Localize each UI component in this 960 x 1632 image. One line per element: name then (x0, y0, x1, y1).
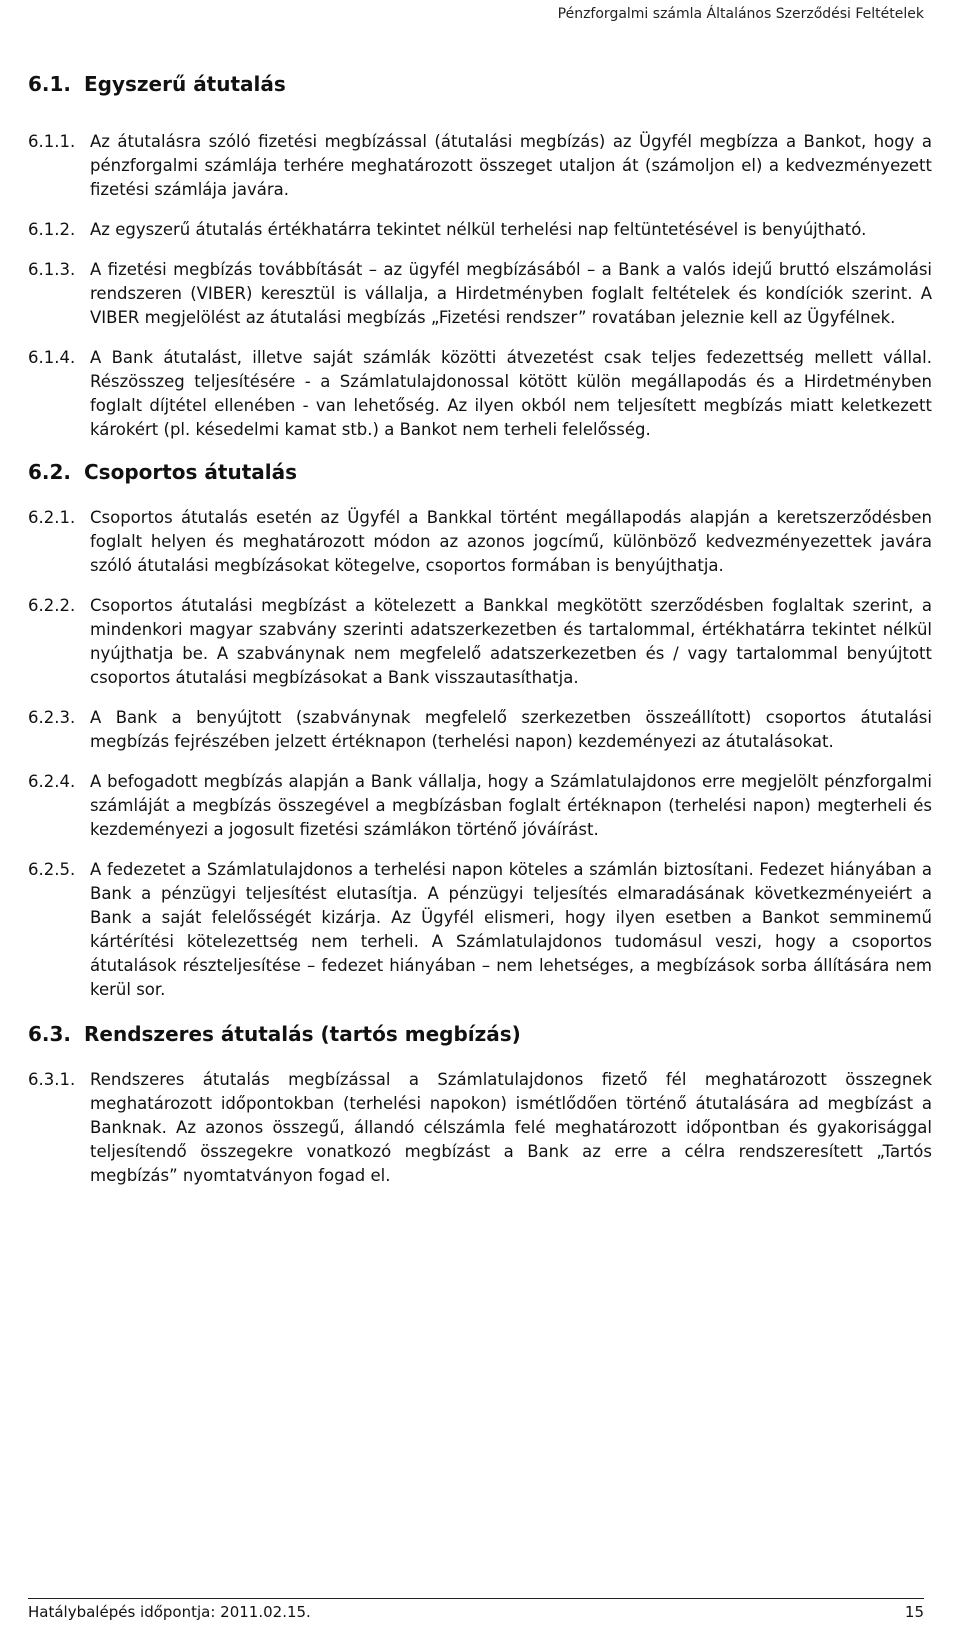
section-heading (28, 1022, 932, 1046)
paragraph (28, 594, 932, 690)
paragraph-text: A Bank átutalást, illetve saját számlák közötti átvezetést csak teljes fedezettség mellett vállal. Részösszeg teljesítésére - a Számlatulajdonossal kötött külön megállapodás és a Hirdetményben foglalt díjtétel ellenében - van lehetőség. Az ilyen okból nem teljesített megbízás miatt keletkezett károkért (pl. késedelmi kamat stb.) a Bankot nem terheli felelősség. (90, 348, 932, 439)
paragraph (28, 506, 932, 578)
paragraph-text: A fizetési megbízás továbbítását – az ügyfél megbízásából – a Bank a valós idejű bruttó elszámolási rendszeren (VIBER) keresztül is vállalja, a Hirdetményben foglalt feltételek és kondíciók szerint. A VIBER megjelölést az átutalási megbízás „Fizetési rendszer” rovatában jeleznie kell az Ügyfélnek. (90, 260, 932, 327)
paragraph-text: Csoportos átutalási megbízást a kötelezett a Bankkal megkötött szerződésben foglaltak szerint, a mindenkori magyar szabvány szerinti adatszerkezetben és tartalommal, értékhatárra tekintet nélkül nyújthatja be. A szabványnak nem megfelelő adatszerkezetben és / vagy tartalommal benyújtott csoportos átutalási megbízásokat a Bank visszautasíthatja. (90, 596, 932, 687)
paragraph-text: Az átutalásra szóló fizetési megbízással (átutalási megbízás) az Ügyfél megbízza a Bankot, hogy a pénzforgalmi számlája terhére meghatározott összeget utaljon át (számoljon el) a kedvezményezett fizetési számlája javára. (90, 132, 932, 199)
paragraph (28, 706, 932, 754)
paragraph-number: 6.2.1. (28, 508, 76, 527)
paragraph (28, 258, 932, 330)
paragraph-number: 6.1.3. (28, 260, 76, 279)
section-heading (28, 460, 932, 484)
effective-date: Hatálybalépés időpontja: 2011.02.15. (28, 1603, 311, 1621)
paragraph (28, 130, 932, 202)
paragraph-number: 6.2.2. (28, 596, 76, 615)
paragraph-number: 6.3.1. (28, 1070, 76, 1089)
section-title: Egyszerű átutalás (84, 72, 286, 96)
paragraph (28, 218, 932, 242)
page-footer (28, 1598, 924, 1621)
paragraph-text: Csoportos átutalás esetén az Ügyfél a Bankkal történt megállapodás alapján a keretszerződésben foglalt helyen és meghatározott módon az azonos jogcímű, különböző kedvezményezettek javára szóló átutalási megbízásokat kötegelve, csoportos formában is benyújthatja. (90, 508, 932, 575)
section-number: 6.1. (28, 72, 72, 96)
paragraph-number: 6.1.4. (28, 348, 76, 367)
paragraph-text: A Bank a benyújtott (szabványnak megfelelő szerkezetben összeállított) csoportos átutalási megbízás fejrészében jelzett értéknapon (terhelési napon) kezdeményezi az átutalásokat. (90, 708, 932, 751)
paragraph-number: 6.1.2. (28, 220, 76, 239)
section-title: Rendszeres átutalás (tartós megbízás) (84, 1022, 521, 1046)
running-header: Pénzforgalmi számla Általános Szerződési Feltételek (557, 6, 924, 22)
paragraph-number: 6.2.3. (28, 708, 76, 727)
paragraph-text: Rendszeres átutalás megbízással a Számlatulajdonos fizető fél meghatározott összegnek meghatározott időpontokban (terhelési napokon) ismétlődően történő átutalására ad megbízást a Banknak. Az azonos összegű, állandó célszámla felé meghatározott időpontban és gyakorisággal teljesítendő összegekre vonatkozó megbízást a Bank az erre a célra rendszeresített „Tartós megbízás” nyomtatványon fogad el. (90, 1070, 932, 1185)
paragraph-number: 6.2.5. (28, 860, 76, 879)
paragraph-text: A fedezetet a Számlatulajdonos a terhelési napon köteles a számlán biztosítani. Fedezet hiányában a Bank a pénzügyi teljesítést elutasítja. A pénzügyi teljesítés elmaradásának következményeiért a Bank a saját felelősségét kizárja. Az Ügyfél elismeri, hogy ilyen esetben a Bankot semminemű kártérítési kötelezettség nem terheli. A Számlatulajdonos tudomásul veszi, hogy a csoportos átutalások részteljesítése – fedezet hiányában – nem lehetséges, a megbízások sorba állítására nem kerül sor. (90, 860, 932, 999)
paragraph (28, 858, 932, 1002)
paragraph (28, 346, 932, 442)
paragraph-text: Az egyszerű átutalás értékhatárra tekintet nélkül terhelési nap feltüntetésével is benyújtható. (90, 220, 867, 239)
document-body (28, 72, 932, 1188)
paragraph-number: 6.2.4. (28, 772, 76, 791)
section-heading (28, 72, 932, 96)
section-number: 6.2. (28, 460, 72, 484)
paragraph-text: A befogadott megbízás alapján a Bank vállalja, hogy a Számlatulajdonos erre megjelölt pénzforgalmi számláját a megbízás összegével a megbízásban foglalt értéknapon (terhelési napon) megterheli és kezdeményezi a jogosult fizetési számlákon történő jóváírást. (90, 772, 932, 839)
page-number: 15 (904, 1603, 924, 1621)
section-title: Csoportos átutalás (84, 460, 298, 484)
paragraph (28, 1068, 932, 1188)
paragraph (28, 770, 932, 842)
paragraph-number: 6.1.1. (28, 132, 76, 151)
section-number: 6.3. (28, 1022, 72, 1046)
